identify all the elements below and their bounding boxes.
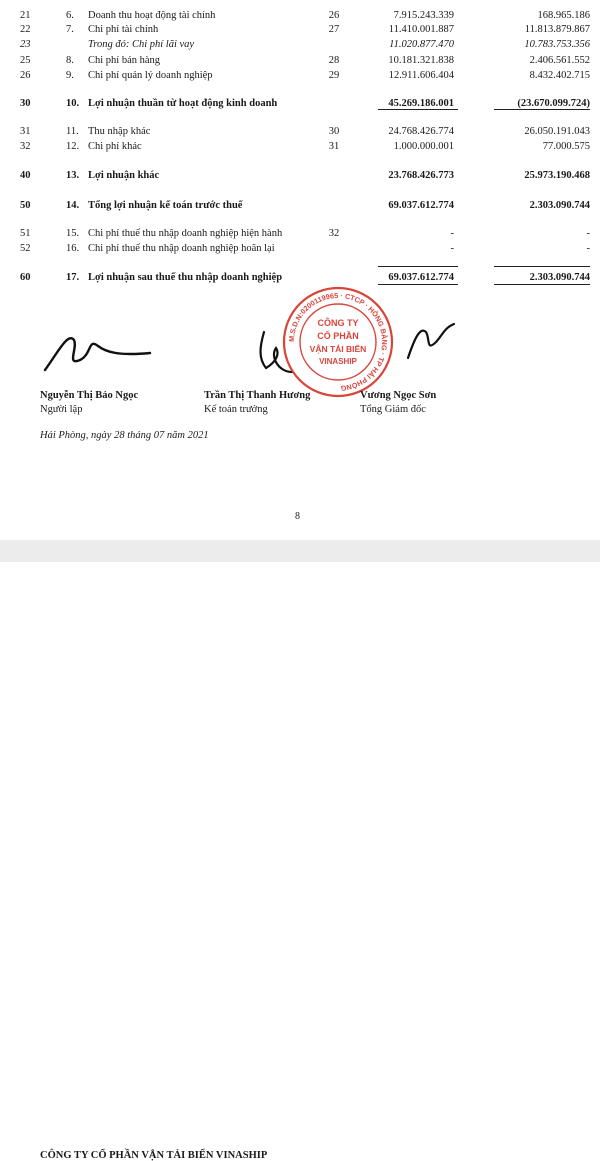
row-code: 23 [20, 39, 31, 50]
signatory-3-name: Vương Ngọc Sơn [360, 390, 437, 401]
row-note: 28 [328, 55, 340, 66]
row-current-amount: 7.915.243.339 [393, 10, 454, 21]
statement-row [0, 226, 600, 241]
row-previous-amount: 2.406.561.552 [529, 55, 590, 66]
row-previous-amount: 2.303.090.744 [529, 200, 590, 211]
row-previous-amount: 10.783.753.356 [524, 39, 590, 50]
row-current-amount: 11.410.001.887 [388, 24, 454, 35]
row-previous-amount: 2.303.090.744 [529, 272, 590, 283]
row-label: Chi phí tài chính [88, 24, 159, 35]
row-label: Doanh thu hoạt động tài chính [88, 10, 216, 21]
statement-row [0, 198, 600, 213]
row-number: 7. [66, 24, 74, 35]
row-note: 29 [328, 70, 340, 81]
row-number: 8. [66, 55, 74, 66]
row-previous-amount: 26.050.191.043 [524, 126, 590, 137]
signatory-1 [40, 390, 138, 415]
row-number: 12. [66, 141, 80, 152]
statement-row [0, 241, 600, 256]
row-label: Chi phí quản lý doanh nghiệp [88, 70, 213, 81]
signatory-2 [204, 390, 310, 415]
row-number: 11. [66, 126, 79, 137]
svg-text:CÔNG TY: CÔNG TY [317, 318, 359, 328]
signature-3-scribble [400, 318, 460, 368]
row-label: Thu nhập khác [88, 126, 151, 137]
next-page-company-title: CÔNG TY CỔ PHẦN VẬN TẢI BIỂN VINASHIP [40, 1150, 268, 1161]
row-previous-amount: 8.432.402.715 [529, 70, 590, 81]
signatory-1-role: Người lập [40, 404, 83, 415]
row-current-amount: - [450, 243, 454, 254]
row-label: Chi phí khác [88, 141, 142, 152]
signatory-3 [360, 390, 436, 415]
statement-row [0, 68, 600, 83]
underline-previous-after-tax [494, 284, 590, 285]
row-note: 27 [328, 24, 340, 35]
row-current-amount: 24.768.426.774 [388, 126, 454, 137]
row-label: Chi phí thuế thu nhập doanh nghiệp hiện hành [88, 228, 283, 239]
signatory-2-name: Trần Thị Thanh Hương [204, 390, 311, 401]
row-label: Lợi nhuận khác [88, 170, 160, 181]
row-number: 13. [66, 170, 80, 181]
row-code: 50 [20, 200, 31, 211]
row-code: 30 [20, 98, 31, 109]
row-code: 40 [20, 170, 31, 181]
row-label: Lợi nhuận thuần từ hoạt động kinh doanh [88, 98, 278, 109]
row-number: 6. [66, 10, 74, 21]
statement-row [0, 22, 600, 37]
row-current-amount: 23.768.426.773 [388, 170, 454, 181]
row-label: Lợi nhuận sau thuế thu nhập doanh nghiệp [88, 272, 283, 283]
row-current-amount: 45.269.186.001 [388, 98, 454, 109]
row-note: 26 [328, 10, 340, 21]
statement-row [0, 124, 600, 139]
row-number: 17. [66, 272, 80, 283]
row-number: 9. [66, 70, 74, 81]
statement-row [0, 270, 600, 285]
row-number: 10. [66, 98, 80, 109]
row-current-amount: 10.181.321.838 [388, 55, 454, 66]
row-code: 32 [20, 141, 31, 152]
statement-row [0, 139, 600, 154]
row-code: 21 [20, 10, 31, 21]
row-previous-amount: 25.973.190.468 [524, 170, 590, 181]
statement-row [0, 8, 600, 23]
row-current-amount: - [450, 228, 454, 239]
signatory-2-role: Kế toán trưởng [204, 404, 268, 415]
row-previous-amount: 11.813.879.867 [524, 24, 590, 35]
row-note: 30 [328, 126, 340, 137]
underline-current-after-tax-top [378, 266, 458, 267]
row-label: Trong đó: Chi phí lãi vay [88, 39, 195, 50]
svg-text:VẬN TẢI BIỂN: VẬN TẢI BIỂN [309, 344, 367, 354]
row-note: 32 [328, 228, 340, 239]
statement-row [0, 53, 600, 68]
row-current-amount: 69.037.612.774 [388, 272, 454, 283]
page-gap [0, 540, 600, 562]
row-current-amount: 1.000.000.001 [393, 141, 454, 152]
row-label: Chi phí bán hàng [88, 55, 161, 66]
row-current-amount: 11.020.877.470 [389, 39, 454, 50]
row-current-amount: 12.911.606.404 [388, 70, 454, 81]
row-previous-amount: - [586, 228, 590, 239]
row-previous-amount: (23.670.099.724) [517, 98, 590, 109]
row-number: 15. [66, 228, 80, 239]
row-previous-amount: 168.965.186 [537, 10, 590, 21]
statement-row [0, 168, 600, 183]
row-code: 31 [20, 126, 31, 137]
row-code: 52 [20, 243, 31, 254]
underline-current-after-tax [378, 284, 458, 285]
row-code: 25 [20, 55, 31, 66]
row-code: 26 [20, 70, 31, 81]
row-previous-amount: - [586, 243, 590, 254]
row-code: 60 [20, 272, 31, 283]
row-code: 51 [20, 228, 31, 239]
underline-current-net-profit [378, 109, 458, 110]
row-label: Tổng lợi nhuận kế toán trước thuế [88, 200, 243, 211]
row-number: 16. [66, 243, 80, 254]
underline-previous-after-tax-top [494, 266, 590, 267]
svg-text:VINASHIP: VINASHIP [319, 357, 357, 366]
svg-text:M.S.D.N:0200119965 · CTCP · HỒ: M.S.D.N:0200119965 · CTCP · HỒNG BÀNG · TP HẢI PHÒNG [286, 290, 390, 393]
signature-1-scribble [40, 322, 160, 377]
row-note: 31 [328, 141, 340, 152]
next-page [0, 562, 600, 1161]
underline-previous-net-profit [494, 109, 590, 110]
signatory-3-role: Tổng Giám đốc [360, 404, 426, 415]
row-current-amount: 69.037.612.774 [388, 200, 454, 211]
statement-row [0, 37, 600, 52]
place-date: Hải Phòng, ngày 28 tháng 07 năm 2021 [40, 430, 209, 441]
page-number: 8 [295, 511, 300, 522]
row-number: 14. [66, 200, 80, 211]
company-seal-stamp [282, 286, 394, 398]
row-code: 22 [20, 24, 31, 35]
signatory-1-name: Nguyễn Thị Bảo Ngọc [40, 390, 139, 401]
svg-text:CỔ PHẦN: CỔ PHẦN [317, 331, 359, 341]
report-page [0, 0, 600, 512]
row-previous-amount: 77.000.575 [542, 141, 590, 152]
row-label: Chi phí thuế thu nhập doanh nghiệp hoãn lại [88, 243, 275, 254]
